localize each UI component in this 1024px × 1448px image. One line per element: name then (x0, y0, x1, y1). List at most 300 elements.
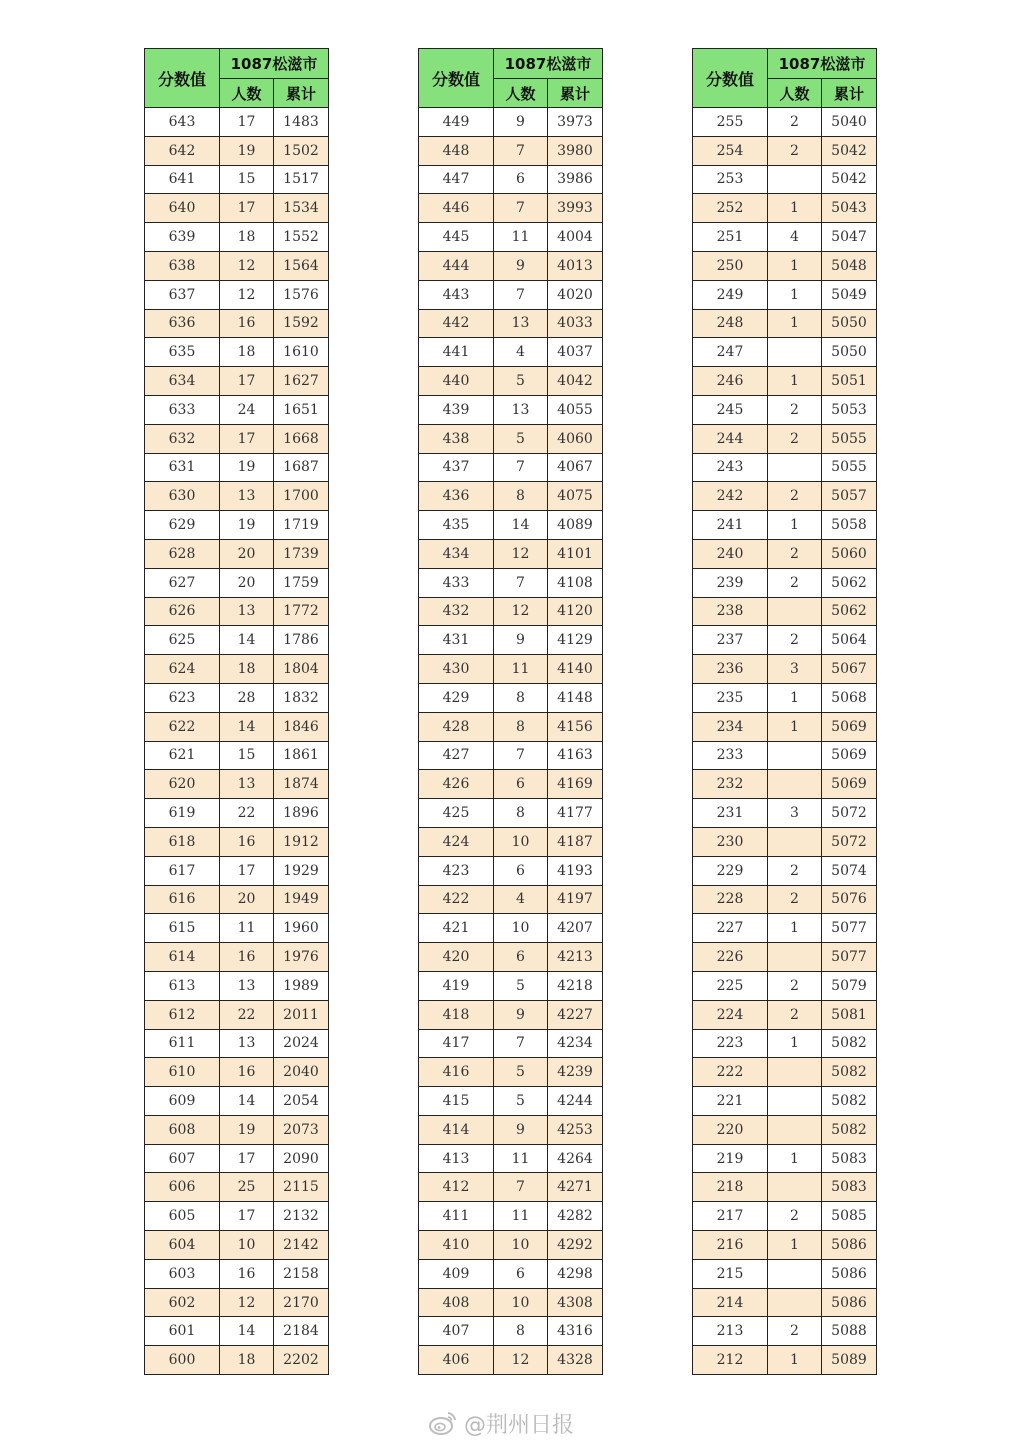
score-cell: 624 (145, 655, 220, 684)
cumulative-cell: 4197 (548, 885, 603, 914)
count-cell: 6 (494, 856, 548, 885)
score-cell: 609 (145, 1087, 220, 1116)
count-cell: 17 (220, 1202, 274, 1231)
cumulative-cell: 1786 (274, 626, 329, 655)
cumulative-cell: 5062 (822, 597, 877, 626)
cumulative-cell: 5060 (822, 539, 877, 568)
score-cell: 621 (145, 741, 220, 770)
score-cell: 626 (145, 597, 220, 626)
count-cell: 16 (220, 827, 274, 856)
cumulative-cell: 4298 (548, 1259, 603, 1288)
table-row (145, 827, 329, 856)
count-cell: 8 (494, 683, 548, 712)
cumulative-cell: 5082 (822, 1087, 877, 1116)
table-row (419, 1087, 603, 1116)
score-cell: 606 (145, 1173, 220, 1202)
cumulative-cell: 2011 (274, 1000, 329, 1029)
score-cell: 237 (693, 626, 768, 655)
table-row (145, 943, 329, 972)
score-cell: 633 (145, 395, 220, 424)
cumulative-cell: 5050 (822, 309, 877, 338)
cumulative-cell: 3986 (548, 165, 603, 194)
cumulative-cell: 4264 (548, 1144, 603, 1173)
cumulative-cell: 1627 (274, 367, 329, 396)
cumulative-cell: 4187 (548, 827, 603, 856)
table-row (693, 1029, 877, 1058)
cumulative-cell: 5088 (822, 1317, 877, 1346)
score-cell: 440 (419, 367, 494, 396)
table-row (419, 482, 603, 511)
table-row (145, 1087, 329, 1116)
score-cell: 632 (145, 424, 220, 453)
table-row (419, 1231, 603, 1260)
score-cell: 639 (145, 223, 220, 252)
cumulative-cell: 1483 (274, 108, 329, 137)
score-cell: 643 (145, 108, 220, 137)
count-cell: 12 (220, 1288, 274, 1317)
count-cell: 7 (494, 741, 548, 770)
cumulative-cell: 1989 (274, 971, 329, 1000)
cumulative-cell: 2142 (274, 1231, 329, 1260)
cumulative-cell: 1564 (274, 251, 329, 280)
score-cell: 234 (693, 712, 768, 741)
cumulative-cell: 4089 (548, 511, 603, 540)
cumulative-cell: 4042 (548, 367, 603, 396)
table-row (145, 856, 329, 885)
count-cell (768, 1259, 822, 1288)
count-cell: 13 (220, 770, 274, 799)
cumulative-cell: 5067 (822, 655, 877, 684)
table-row (145, 511, 329, 540)
cumulative-cell: 4218 (548, 971, 603, 1000)
cumulative-cell: 1949 (274, 885, 329, 914)
cumulative-cell: 2054 (274, 1087, 329, 1116)
table-row (145, 1058, 329, 1087)
table-row (419, 194, 603, 223)
score-cell: 254 (693, 136, 768, 165)
count-cell: 5 (494, 1058, 548, 1087)
cumulative-cell: 4253 (548, 1115, 603, 1144)
table-row (419, 712, 603, 741)
score-cell: 628 (145, 539, 220, 568)
table-row (693, 1115, 877, 1144)
cumulative-cell: 5079 (822, 971, 877, 1000)
score-table-2 (418, 48, 603, 1375)
count-cell: 2 (768, 539, 822, 568)
cumulative-cell: 5082 (822, 1029, 877, 1058)
table-row (693, 885, 877, 914)
score-cell: 220 (693, 1115, 768, 1144)
score-cell: 627 (145, 568, 220, 597)
table-row (693, 914, 877, 943)
score-cell: 226 (693, 943, 768, 972)
table-row (693, 683, 877, 712)
cumulative-cell: 1700 (274, 482, 329, 511)
table-row (145, 1346, 329, 1375)
score-cell: 434 (419, 539, 494, 568)
score-cell: 255 (693, 108, 768, 137)
table-row (419, 1317, 603, 1346)
count-cell: 14 (220, 712, 274, 741)
count-cell: 10 (494, 914, 548, 943)
table-row (419, 971, 603, 1000)
count-cell: 17 (220, 1144, 274, 1173)
count-cell: 1 (768, 1029, 822, 1058)
cumulative-cell: 4271 (548, 1173, 603, 1202)
score-cell: 245 (693, 395, 768, 424)
table-row (693, 1058, 877, 1087)
count-cell: 2 (768, 626, 822, 655)
table-row (419, 626, 603, 655)
cumulative-cell: 2184 (274, 1317, 329, 1346)
score-cell: 247 (693, 338, 768, 367)
score-cell: 224 (693, 1000, 768, 1029)
score-column-header: 分数值 (145, 49, 220, 108)
table-row (145, 280, 329, 309)
score-cell: 617 (145, 856, 220, 885)
table-row (693, 1231, 877, 1260)
table-row (145, 1173, 329, 1202)
score-cell: 218 (693, 1173, 768, 1202)
score-cell: 446 (419, 194, 494, 223)
table-row (419, 741, 603, 770)
count-cell: 10 (220, 1231, 274, 1260)
table-row (693, 395, 877, 424)
count-cell: 5 (494, 367, 548, 396)
score-cell: 250 (693, 251, 768, 280)
cumulative-cell: 1976 (274, 943, 329, 972)
count-cell: 11 (494, 655, 548, 684)
score-cell: 407 (419, 1317, 494, 1346)
table-row (693, 712, 877, 741)
cumulative-cell: 5069 (822, 741, 877, 770)
table-row (419, 827, 603, 856)
table-row (419, 885, 603, 914)
cumulative-cell: 4163 (548, 741, 603, 770)
count-cell: 16 (220, 1259, 274, 1288)
cumulative-cell: 4075 (548, 482, 603, 511)
table-row (419, 1115, 603, 1144)
table-row (419, 165, 603, 194)
score-cell: 241 (693, 511, 768, 540)
cumulative-cell: 1739 (274, 539, 329, 568)
count-cell: 1 (768, 251, 822, 280)
table-row (145, 1144, 329, 1173)
cumulative-cell: 4244 (548, 1087, 603, 1116)
score-cell: 445 (419, 223, 494, 252)
table-row (693, 626, 877, 655)
score-cell: 449 (419, 108, 494, 137)
count-cell: 2 (768, 482, 822, 511)
table-row (145, 395, 329, 424)
cumulative-cell: 3973 (548, 108, 603, 137)
cumulative-cell: 5053 (822, 395, 877, 424)
cumulative-cell: 4108 (548, 568, 603, 597)
count-cell: 16 (220, 1058, 274, 1087)
score-cell: 442 (419, 309, 494, 338)
cumulative-cell: 1651 (274, 395, 329, 424)
score-cell: 412 (419, 1173, 494, 1202)
count-cell: 13 (220, 971, 274, 1000)
score-cell: 607 (145, 1144, 220, 1173)
count-cell: 1 (768, 194, 822, 223)
count-cell: 13 (220, 1029, 274, 1058)
cumulative-cell: 4308 (548, 1288, 603, 1317)
count-cell: 14 (220, 626, 274, 655)
score-cell: 447 (419, 165, 494, 194)
table-row (419, 108, 603, 137)
city-header: 1087松滋市 (494, 49, 603, 79)
count-cell: 6 (494, 770, 548, 799)
table-row (693, 1000, 877, 1029)
table-row (145, 597, 329, 626)
count-column-header: 人数 (768, 79, 822, 108)
score-cell: 631 (145, 453, 220, 482)
score-cell: 637 (145, 280, 220, 309)
table-row (693, 799, 877, 828)
count-cell: 19 (220, 453, 274, 482)
cumulative-cell: 2115 (274, 1173, 329, 1202)
table-row (419, 1000, 603, 1029)
score-cell: 413 (419, 1144, 494, 1173)
table-row (145, 424, 329, 453)
table-row (145, 914, 329, 943)
score-cell: 437 (419, 453, 494, 482)
score-cell: 223 (693, 1029, 768, 1058)
score-cell: 635 (145, 338, 220, 367)
cumulative-cell: 4101 (548, 539, 603, 568)
count-cell: 7 (494, 280, 548, 309)
cumulative-cell: 4055 (548, 395, 603, 424)
count-cell: 12 (494, 1346, 548, 1375)
count-cell: 10 (494, 1231, 548, 1260)
cumulative-cell: 4213 (548, 943, 603, 972)
count-column-header: 人数 (220, 79, 274, 108)
count-cell: 1 (768, 1144, 822, 1173)
count-cell: 17 (220, 424, 274, 453)
score-cell: 230 (693, 827, 768, 856)
table-row (693, 251, 877, 280)
count-cell: 9 (494, 108, 548, 137)
score-cell: 623 (145, 683, 220, 712)
table-row (145, 165, 329, 194)
table-row (145, 338, 329, 367)
table-row (145, 683, 329, 712)
cumulative-cell: 2170 (274, 1288, 329, 1317)
cumulative-cell: 4120 (548, 597, 603, 626)
count-cell (768, 597, 822, 626)
count-cell: 6 (494, 165, 548, 194)
table-row (693, 539, 877, 568)
cumulative-cell: 5064 (822, 626, 877, 655)
table-row (419, 338, 603, 367)
count-cell (768, 1288, 822, 1317)
score-cell: 441 (419, 338, 494, 367)
table-row (419, 943, 603, 972)
count-cell: 13 (220, 597, 274, 626)
count-cell: 5 (494, 971, 548, 1000)
cumulative-cell: 1668 (274, 424, 329, 453)
cumulative-cell: 5049 (822, 280, 877, 309)
count-cell: 2 (768, 108, 822, 137)
count-cell: 7 (494, 136, 548, 165)
cumulative-cell: 4020 (548, 280, 603, 309)
table-row (419, 424, 603, 453)
score-cell: 235 (693, 683, 768, 712)
cumulative-cell: 1832 (274, 683, 329, 712)
table-row (145, 741, 329, 770)
score-cell: 217 (693, 1202, 768, 1231)
count-cell: 14 (220, 1317, 274, 1346)
table-row (145, 568, 329, 597)
cumulative-cell: 4060 (548, 424, 603, 453)
cumulative-cell: 5051 (822, 367, 877, 396)
count-cell: 1 (768, 1346, 822, 1375)
score-cell: 611 (145, 1029, 220, 1058)
score-cell: 410 (419, 1231, 494, 1260)
score-cell: 612 (145, 1000, 220, 1029)
table-row (419, 1202, 603, 1231)
score-cell: 418 (419, 1000, 494, 1029)
cumulative-cell: 1719 (274, 511, 329, 540)
table-row (419, 280, 603, 309)
cumulative-cell: 5069 (822, 770, 877, 799)
count-cell: 10 (494, 1288, 548, 1317)
table-row (693, 1288, 877, 1317)
table-row (693, 1173, 877, 1202)
table-row (693, 597, 877, 626)
count-cell: 7 (494, 453, 548, 482)
score-cell: 620 (145, 770, 220, 799)
table-row (419, 453, 603, 482)
score-cell: 229 (693, 856, 768, 885)
table-row (693, 1346, 877, 1375)
count-cell: 9 (494, 1115, 548, 1144)
count-cell: 6 (494, 1259, 548, 1288)
score-cell: 424 (419, 827, 494, 856)
cumulative-cell: 1592 (274, 309, 329, 338)
score-cell: 239 (693, 568, 768, 597)
cumulative-cell: 2202 (274, 1346, 329, 1375)
count-cell: 12 (494, 539, 548, 568)
score-cell: 614 (145, 943, 220, 972)
table-row (419, 251, 603, 280)
table-row (693, 1317, 877, 1346)
score-cell: 249 (693, 280, 768, 309)
table-row (145, 971, 329, 1000)
score-cell: 422 (419, 885, 494, 914)
score-cell: 242 (693, 482, 768, 511)
score-table-3 (692, 48, 877, 1375)
count-cell: 1 (768, 683, 822, 712)
count-cell: 6 (494, 943, 548, 972)
score-cell: 642 (145, 136, 220, 165)
score-cell: 423 (419, 856, 494, 885)
count-cell: 15 (220, 165, 274, 194)
score-cell: 421 (419, 914, 494, 943)
score-cell: 417 (419, 1029, 494, 1058)
city-header: 1087松滋市 (220, 49, 329, 79)
cumulative-cell: 5055 (822, 453, 877, 482)
table-row (145, 1000, 329, 1029)
cumulative-cell: 5083 (822, 1144, 877, 1173)
table-row (419, 683, 603, 712)
count-cell: 14 (494, 511, 548, 540)
table-row (693, 856, 877, 885)
cumulative-cell: 5072 (822, 827, 877, 856)
table-row (145, 539, 329, 568)
table-row (419, 395, 603, 424)
score-cell: 625 (145, 626, 220, 655)
table-row (145, 309, 329, 338)
cumulative-cell: 5055 (822, 424, 877, 453)
count-cell: 11 (220, 914, 274, 943)
cumulative-cell: 5077 (822, 914, 877, 943)
count-cell: 20 (220, 885, 274, 914)
table-row (419, 367, 603, 396)
table-row (419, 309, 603, 338)
count-cell: 19 (220, 136, 274, 165)
score-cell: 233 (693, 741, 768, 770)
cumulative-cell: 4129 (548, 626, 603, 655)
count-cell: 2 (768, 1000, 822, 1029)
count-cell (768, 770, 822, 799)
cumulative-cell: 5083 (822, 1173, 877, 1202)
count-cell: 8 (494, 1317, 548, 1346)
count-cell: 1 (768, 914, 822, 943)
count-cell: 1 (768, 1231, 822, 1260)
score-cell: 219 (693, 1144, 768, 1173)
score-cell: 435 (419, 511, 494, 540)
table-row (419, 1346, 603, 1375)
score-cell: 409 (419, 1259, 494, 1288)
score-cell: 215 (693, 1259, 768, 1288)
cumulative-cell: 5086 (822, 1259, 877, 1288)
score-cell: 603 (145, 1259, 220, 1288)
count-cell: 11 (494, 1202, 548, 1231)
table-row (145, 482, 329, 511)
cumulative-cell: 5068 (822, 683, 877, 712)
count-cell: 17 (220, 194, 274, 223)
count-cell: 22 (220, 1000, 274, 1029)
score-cell: 630 (145, 482, 220, 511)
score-cell: 602 (145, 1288, 220, 1317)
score-cell: 604 (145, 1231, 220, 1260)
cumulative-cell: 4004 (548, 223, 603, 252)
watermark-text: @荆州日报 (464, 1412, 575, 1438)
cumulative-cell: 5072 (822, 799, 877, 828)
cumulative-cell: 4140 (548, 655, 603, 684)
cumulative-cell: 4037 (548, 338, 603, 367)
cumulative-cell: 2158 (274, 1259, 329, 1288)
table-row (145, 626, 329, 655)
score-cell: 425 (419, 799, 494, 828)
cumulative-cell: 1960 (274, 914, 329, 943)
table-row (419, 1144, 603, 1173)
cumulative-cell: 1846 (274, 712, 329, 741)
score-cell: 429 (419, 683, 494, 712)
count-cell (768, 1115, 822, 1144)
count-cell: 12 (494, 597, 548, 626)
cumulative-cell: 4328 (548, 1346, 603, 1375)
cumulative-cell: 2073 (274, 1115, 329, 1144)
cumulative-cell: 5058 (822, 511, 877, 540)
cumulative-cell: 1874 (274, 770, 329, 799)
table-row (145, 712, 329, 741)
count-cell: 1 (768, 280, 822, 309)
table-row (693, 280, 877, 309)
table-row (693, 655, 877, 684)
